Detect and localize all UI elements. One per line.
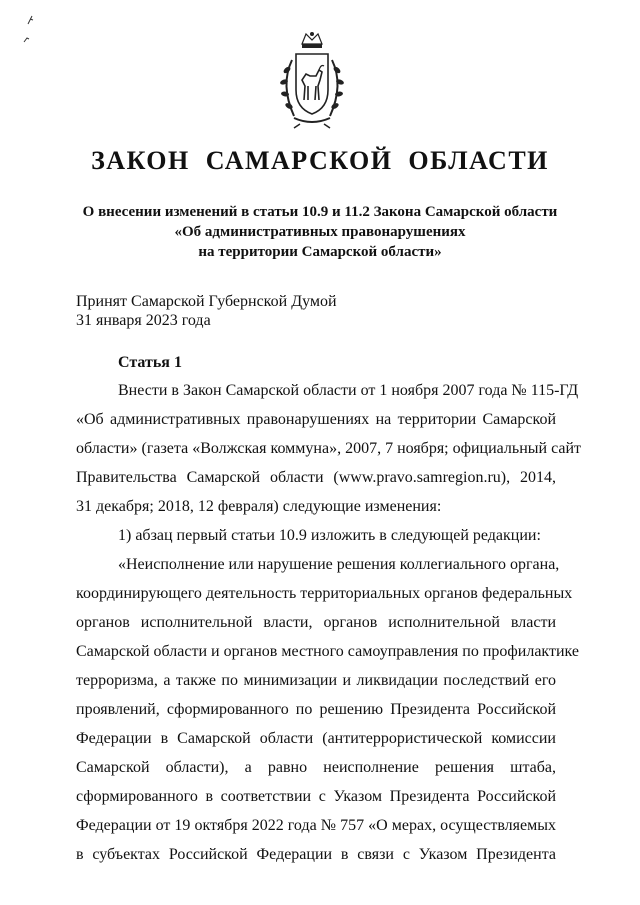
adoption-date: 31 января 2023 года	[76, 312, 211, 329]
article-body	[76, 376, 582, 869]
adoption-line: Принят Самарской Губернской Думой	[76, 293, 337, 310]
body-line: Самарской области), а равно неисполнение решения штаба,	[76, 759, 556, 776]
law-title: ЗАКОН САМАРСКОЙ ОБЛАСТИ	[91, 146, 549, 175]
body-line: Самарской области и органов местного самоуправления по профилактике	[76, 643, 580, 660]
subtitle-line: «Об административных правонарушениях	[174, 224, 466, 240]
body-line: органов исполнительной власти, органов исполнительной власти	[76, 614, 556, 631]
body-line: Федерации в Самарской области (антитеррористической комиссии	[76, 730, 556, 747]
body-line: «Неисполнение или нарушение решения коллегиального органа,	[118, 556, 560, 573]
coat-of-arms-icon	[272, 30, 352, 130]
body-line: Федерации от 19 октября 2022 года № 757 «О мерах, осуществляемых	[76, 817, 556, 834]
pen-mark	[18, 12, 38, 52]
body-line: «Об административных правонарушениях на территории Самарской	[76, 411, 556, 428]
body-line: 31 декабря; 2018, 12 февраля) следующие изменения:	[76, 498, 442, 515]
law-subtitle	[40, 202, 600, 262]
body-line: проявлений, сформированного по решению Президента Российской	[76, 701, 556, 718]
body-line: терроризма, а также по минимизации и ликвидации последствий его	[76, 672, 556, 689]
body-line: 1) абзац первый статьи 10.9 изложить в следующей редакции:	[118, 527, 541, 544]
adoption-info	[76, 292, 337, 330]
body-line: области» (газета «Волжская коммуна», 2007, 7 ноября; официальный сайт	[76, 440, 582, 457]
subtitle-line: на территории Самарской области»	[198, 244, 442, 260]
body-line: Правительства Самарской области (www.pravo.samregion.ru), 2014,	[76, 469, 556, 486]
body-line: сформированного в соответствии с Указом Президента Российской	[76, 788, 556, 805]
subtitle-line: О внесении изменений в статьи 10.9 и 11.2 Закона Самарской области	[82, 204, 558, 220]
body-line: в субъектах Российской Федерации в связи с Указом Президента	[76, 846, 556, 863]
body-line: координирующего деятельность территориальных органов федеральных	[76, 585, 573, 602]
article-heading: Статья 1	[118, 354, 182, 371]
body-line: Внести в Закон Самарской области от 1 ноября 2007 года № 115-ГД	[118, 382, 579, 399]
